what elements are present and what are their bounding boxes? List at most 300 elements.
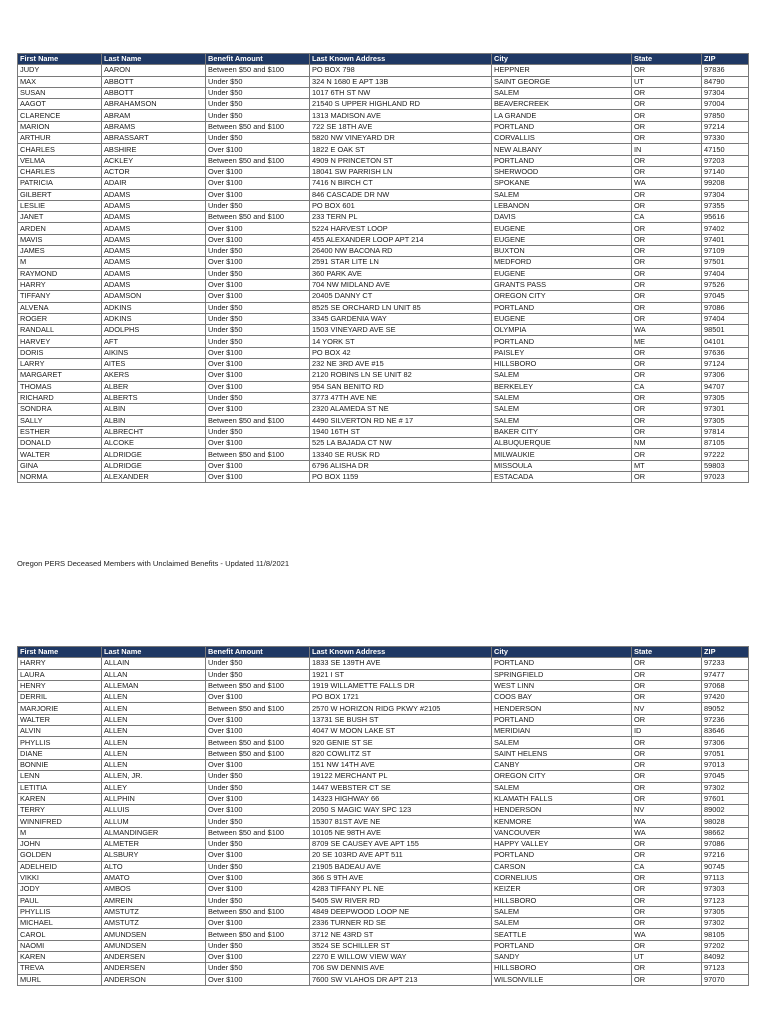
cell-last-name: ALSBURY [102, 850, 206, 861]
cell-last-name: ADOLPHS [102, 325, 206, 336]
cell-zip: 97004 [702, 99, 749, 110]
cell-benefit-amount: Under $50 [206, 133, 310, 144]
cell-state: OR [632, 714, 702, 725]
cell-state: OR [632, 449, 702, 460]
cell-city: MISSOULA [492, 460, 632, 471]
table-row [18, 426, 749, 437]
cell-city: CANBY [492, 759, 632, 770]
cell-state: OR [632, 415, 702, 426]
cell-zip: 97501 [702, 257, 749, 268]
cell-city: EUGENE [492, 223, 632, 234]
cell-state: WA [632, 929, 702, 940]
cell-zip: 97123 [702, 895, 749, 906]
cell-benefit-amount: Between $50 and $100 [206, 680, 310, 691]
cell-zip: 97233 [702, 658, 749, 669]
cell-benefit-amount: Under $50 [206, 940, 310, 951]
cell-last-name: ALLEN [102, 748, 206, 759]
cell-benefit-amount: Between $50 and $100 [206, 737, 310, 748]
cell-state: OR [632, 110, 702, 121]
cell-state: OR [632, 223, 702, 234]
cell-benefit-amount: Under $50 [206, 313, 310, 324]
cell-address: 5405 SW RIVER RD [310, 895, 492, 906]
cell-state: OR [632, 793, 702, 804]
cell-city: BEAVERCREEK [492, 99, 632, 110]
table-row [18, 404, 749, 415]
col-header-state: State [632, 54, 702, 65]
cell-state: NM [632, 438, 702, 449]
cell-address: 8709 SE CAUSEY AVE APT 155 [310, 839, 492, 850]
cell-city: OREGON CITY [492, 291, 632, 302]
cell-city: NEW ALBANY [492, 144, 632, 155]
cell-state: OR [632, 99, 702, 110]
cell-city: WILSONVILLE [492, 974, 632, 985]
table-row [18, 212, 749, 223]
cell-benefit-amount: Over $100 [206, 166, 310, 177]
cell-city: MILWAUKIE [492, 449, 632, 460]
cell-zip: 97850 [702, 110, 749, 121]
cell-address: 19122 MERCHANT PL [310, 771, 492, 782]
cell-last-name: ADAMSON [102, 291, 206, 302]
table-row [18, 929, 749, 940]
cell-first-name: TREVA [18, 963, 102, 974]
cell-zip: 97202 [702, 940, 749, 951]
cell-city: SALEM [492, 415, 632, 426]
cell-last-name: ALMETER [102, 839, 206, 850]
cell-last-name: ALLEN [102, 726, 206, 737]
cell-state: OR [632, 246, 702, 257]
cell-zip: 98105 [702, 929, 749, 940]
cell-last-name: ALLEN [102, 759, 206, 770]
cell-benefit-amount: Between $50 and $100 [206, 827, 310, 838]
cell-state: OR [632, 895, 702, 906]
cell-first-name: SONDRA [18, 404, 102, 415]
cell-city: SHERWOOD [492, 166, 632, 177]
cell-state: OR [632, 313, 702, 324]
cell-address: 233 TERN PL [310, 212, 492, 223]
table-header-row [18, 647, 749, 658]
cell-city: ALBUQUERQUE [492, 438, 632, 449]
cell-first-name: LAURA [18, 669, 102, 680]
cell-zip: 98501 [702, 325, 749, 336]
cell-state: OR [632, 906, 702, 917]
cell-benefit-amount: Over $100 [206, 381, 310, 392]
col-header-zip: ZIP [702, 54, 749, 65]
cell-benefit-amount: Under $50 [206, 392, 310, 403]
cell-address: 3345 GARDENIA WAY [310, 313, 492, 324]
cell-address: 10105 NE 98TH AVE [310, 827, 492, 838]
cell-first-name: DORIS [18, 347, 102, 358]
cell-state: WA [632, 816, 702, 827]
cell-first-name: NAOMI [18, 940, 102, 951]
cell-address: 704 NW MIDLAND AVE [310, 279, 492, 290]
cell-last-name: ALLUIS [102, 805, 206, 816]
cell-last-name: AMSTUTZ [102, 918, 206, 929]
table-row [18, 87, 749, 98]
cell-address: 1447 WEBSTER CT SE [310, 782, 492, 793]
cell-benefit-amount: Over $100 [206, 850, 310, 861]
table-row [18, 940, 749, 951]
cell-state: OR [632, 974, 702, 985]
cell-address: 13731 SE BUSH ST [310, 714, 492, 725]
cell-state: ID [632, 726, 702, 737]
cell-address: 2570 W HORIZON RIDG PKWY #2105 [310, 703, 492, 714]
cell-benefit-amount: Over $100 [206, 974, 310, 985]
cell-city: SALEM [492, 404, 632, 415]
table-row [18, 963, 749, 974]
cell-state: NV [632, 805, 702, 816]
cell-state: OR [632, 166, 702, 177]
cell-first-name: JOHN [18, 839, 102, 850]
cell-benefit-amount: Over $100 [206, 178, 310, 189]
cell-last-name: ALBRECHT [102, 426, 206, 437]
cell-address: 3712 NE 43RD ST [310, 929, 492, 940]
cell-city: HENDERSON [492, 703, 632, 714]
cell-city: SALEM [492, 87, 632, 98]
cell-address: 5224 HARVEST LOOP [310, 223, 492, 234]
cell-address: 14323 HIGHWAY 66 [310, 793, 492, 804]
cell-first-name: KAREN [18, 952, 102, 963]
cell-first-name: PAUL [18, 895, 102, 906]
table-row [18, 313, 749, 324]
cell-last-name: ADAMS [102, 268, 206, 279]
cell-first-name: LETITIA [18, 782, 102, 793]
cell-benefit-amount: Over $100 [206, 872, 310, 883]
cell-address: 15307 81ST AVE NE [310, 816, 492, 827]
table-row [18, 805, 749, 816]
table-row [18, 99, 749, 110]
cell-zip: 97140 [702, 166, 749, 177]
cell-city: SALEM [492, 392, 632, 403]
cell-state: WA [632, 325, 702, 336]
table-row [18, 223, 749, 234]
cell-zip: 87105 [702, 438, 749, 449]
cell-address: 21540 S UPPER HIGHLAND RD [310, 99, 492, 110]
cell-city: KEIZER [492, 884, 632, 895]
cell-first-name: JODY [18, 884, 102, 895]
cell-last-name: ADKINS [102, 313, 206, 324]
cell-first-name: M [18, 827, 102, 838]
cell-first-name: KAREN [18, 793, 102, 804]
cell-first-name: WALTER [18, 449, 102, 460]
cell-benefit-amount: Over $100 [206, 189, 310, 200]
cell-zip: 97013 [702, 759, 749, 770]
cell-state: OR [632, 850, 702, 861]
cell-benefit-amount: Over $100 [206, 404, 310, 415]
cell-state: OR [632, 658, 702, 669]
cell-city: SPRINGFIELD [492, 669, 632, 680]
cell-zip: 97051 [702, 748, 749, 759]
cell-benefit-amount: Over $100 [206, 952, 310, 963]
cell-city: SALEM [492, 918, 632, 929]
table-row [18, 189, 749, 200]
cell-address: 20 SE 103RD AVE APT 511 [310, 850, 492, 861]
cell-last-name: ANDERSEN [102, 952, 206, 963]
col-header-first-name: First Name [18, 647, 102, 658]
table-row [18, 918, 749, 929]
cell-first-name: JUDY [18, 65, 102, 76]
table-row [18, 291, 749, 302]
col-header-city: City [492, 647, 632, 658]
cell-zip: 97305 [702, 415, 749, 426]
cell-zip: 98028 [702, 816, 749, 827]
table-row [18, 952, 749, 963]
table-row [18, 714, 749, 725]
cell-city: BERKELEY [492, 381, 632, 392]
cell-address: PO BOX 1721 [310, 692, 492, 703]
table-row [18, 347, 749, 358]
cell-state: OR [632, 839, 702, 850]
cell-address: 846 CASCADE DR NW [310, 189, 492, 200]
table-row [18, 861, 749, 872]
cell-last-name: ACKLEY [102, 155, 206, 166]
cell-first-name: WALTER [18, 714, 102, 725]
cell-first-name: VIKKI [18, 872, 102, 883]
cell-first-name: HARRY [18, 658, 102, 669]
cell-benefit-amount: Between $50 and $100 [206, 748, 310, 759]
cell-benefit-amount: Under $50 [206, 336, 310, 347]
cell-zip: 94707 [702, 381, 749, 392]
cell-first-name: DONALD [18, 438, 102, 449]
table-row [18, 669, 749, 680]
cell-state: OR [632, 65, 702, 76]
cell-zip: 97301 [702, 404, 749, 415]
cell-state: NV [632, 703, 702, 714]
cell-city: KLAMATH FALLS [492, 793, 632, 804]
cell-first-name: CAROL [18, 929, 102, 940]
cell-benefit-amount: Under $50 [206, 268, 310, 279]
table-row [18, 884, 749, 895]
cell-benefit-amount: Under $50 [206, 200, 310, 211]
cell-address: 2270 E WILLOW VIEW WAY [310, 952, 492, 963]
cell-last-name: ALLAIN [102, 658, 206, 669]
cell-zip: 89052 [702, 703, 749, 714]
cell-first-name: MARION [18, 121, 102, 132]
cell-state: UT [632, 76, 702, 87]
cell-last-name: AKERS [102, 370, 206, 381]
cell-benefit-amount: Under $50 [206, 895, 310, 906]
cell-zip: 95616 [702, 212, 749, 223]
cell-benefit-amount: Under $50 [206, 963, 310, 974]
cell-address: 2336 TURNER RD SE [310, 918, 492, 929]
cell-last-name: ADAMS [102, 223, 206, 234]
cell-city: HILLSBORO [492, 963, 632, 974]
cell-benefit-amount: Under $50 [206, 426, 310, 437]
table-row [18, 782, 749, 793]
cell-last-name: ADAMS [102, 200, 206, 211]
table-row [18, 460, 749, 471]
cell-address: 525 LA BAJADA CT NW [310, 438, 492, 449]
cell-zip: 97814 [702, 426, 749, 437]
cell-city: LA GRANDE [492, 110, 632, 121]
cell-last-name: ALLEN [102, 692, 206, 703]
cell-address: 13340 SE RUSK RD [310, 449, 492, 460]
cell-city: MEDFORD [492, 257, 632, 268]
table-row [18, 680, 749, 691]
cell-last-name: ADAMS [102, 212, 206, 223]
cell-state: OR [632, 87, 702, 98]
cell-last-name: ALLEN [102, 703, 206, 714]
col-header-address: Last Known Address [310, 54, 492, 65]
cell-first-name: MAX [18, 76, 102, 87]
table-row [18, 325, 749, 336]
cell-city: ESTACADA [492, 471, 632, 482]
cell-last-name: AFT [102, 336, 206, 347]
cell-benefit-amount: Between $50 and $100 [206, 212, 310, 223]
cell-address: PO BOX 798 [310, 65, 492, 76]
cell-state: OR [632, 200, 702, 211]
cell-first-name: LESLIE [18, 200, 102, 211]
cell-last-name: ALLEY [102, 782, 206, 793]
cell-first-name: MAVIS [18, 234, 102, 245]
cell-state: OR [632, 426, 702, 437]
cell-state: CA [632, 861, 702, 872]
table-row [18, 65, 749, 76]
table-row [18, 359, 749, 370]
cell-benefit-amount: Under $50 [206, 87, 310, 98]
cell-city: HILLSBORO [492, 895, 632, 906]
cell-zip: 97124 [702, 359, 749, 370]
cell-address: PO BOX 601 [310, 200, 492, 211]
cell-city: HAPPY VALLEY [492, 839, 632, 850]
cell-first-name: M [18, 257, 102, 268]
cell-benefit-amount: Under $50 [206, 246, 310, 257]
table-row [18, 155, 749, 166]
table-row [18, 279, 749, 290]
cell-last-name: ADAMS [102, 234, 206, 245]
cell-first-name: ALVENA [18, 302, 102, 313]
cell-last-name: ABRASSART [102, 133, 206, 144]
cell-benefit-amount: Over $100 [206, 144, 310, 155]
cell-city: PORTLAND [492, 714, 632, 725]
cell-first-name: LARRY [18, 359, 102, 370]
cell-last-name: ALDRIDGE [102, 460, 206, 471]
cell-first-name: PHYLLIS [18, 906, 102, 917]
cell-state: OR [632, 370, 702, 381]
cell-address: 324 N 1680 E APT 13B [310, 76, 492, 87]
cell-first-name: GOLDEN [18, 850, 102, 861]
cell-state: WA [632, 178, 702, 189]
cell-address: 6796 ALISHA DR [310, 460, 492, 471]
cell-first-name: TIFFANY [18, 291, 102, 302]
cell-last-name: ABSHIRE [102, 144, 206, 155]
table-row [18, 76, 749, 87]
cell-benefit-amount: Between $50 and $100 [206, 929, 310, 940]
cell-zip: 97306 [702, 737, 749, 748]
cell-zip: 97401 [702, 234, 749, 245]
cell-address: PO BOX 42 [310, 347, 492, 358]
cell-last-name: ALLPHIN [102, 793, 206, 804]
cell-last-name: AMUNDSEN [102, 940, 206, 951]
cell-benefit-amount: Over $100 [206, 692, 310, 703]
cell-zip: 97303 [702, 884, 749, 895]
cell-zip: 97306 [702, 370, 749, 381]
cell-last-name: ADAMS [102, 246, 206, 257]
cell-state: OR [632, 392, 702, 403]
cell-city: SALEM [492, 737, 632, 748]
cell-benefit-amount: Under $50 [206, 816, 310, 827]
cell-benefit-amount: Under $50 [206, 658, 310, 669]
cell-benefit-amount: Between $50 and $100 [206, 155, 310, 166]
table-body-2 [18, 658, 749, 986]
cell-zip: 90745 [702, 861, 749, 872]
cell-address: 20405 DANNY CT [310, 291, 492, 302]
cell-city: SALEM [492, 906, 632, 917]
cell-city: PAISLEY [492, 347, 632, 358]
cell-zip: 97302 [702, 918, 749, 929]
table-row [18, 793, 749, 804]
cell-first-name: LENN [18, 771, 102, 782]
cell-benefit-amount: Under $50 [206, 110, 310, 121]
cell-last-name: ALCOKE [102, 438, 206, 449]
cell-benefit-amount: Over $100 [206, 793, 310, 804]
cell-zip: 97068 [702, 680, 749, 691]
cell-state: OR [632, 347, 702, 358]
cell-last-name: AMATO [102, 872, 206, 883]
col-header-last-name: Last Name [102, 647, 206, 658]
cell-last-name: ADAMS [102, 279, 206, 290]
table-row [18, 257, 749, 268]
cell-last-name: ALBERTS [102, 392, 206, 403]
cell-address: 2120 ROBINS LN SE UNIT 82 [310, 370, 492, 381]
cell-state: OR [632, 669, 702, 680]
cell-state: OR [632, 257, 702, 268]
cell-last-name: ADAIR [102, 178, 206, 189]
cell-zip: 47150 [702, 144, 749, 155]
cell-last-name: ALTO [102, 861, 206, 872]
cell-last-name: ALMANDINGER [102, 827, 206, 838]
cell-state: OR [632, 872, 702, 883]
col-header-last-name: Last Name [102, 54, 206, 65]
cell-benefit-amount: Over $100 [206, 257, 310, 268]
cell-first-name: ARTHUR [18, 133, 102, 144]
cell-zip: 97222 [702, 449, 749, 460]
table-row [18, 381, 749, 392]
cell-last-name: ALLEN, JR. [102, 771, 206, 782]
table-row [18, 449, 749, 460]
cell-zip: 97023 [702, 471, 749, 482]
cell-city: EUGENE [492, 234, 632, 245]
table-row [18, 246, 749, 257]
cell-benefit-amount: Under $50 [206, 782, 310, 793]
cell-state: OR [632, 189, 702, 200]
col-header-benefit-amount: Benefit Amount [206, 647, 310, 658]
cell-zip: 97113 [702, 872, 749, 883]
cell-zip: 97404 [702, 313, 749, 324]
table-row [18, 133, 749, 144]
cell-city: EUGENE [492, 313, 632, 324]
cell-city: HENDERSON [492, 805, 632, 816]
cell-first-name: ROGER [18, 313, 102, 324]
cell-address: 18041 SW PARRISH LN [310, 166, 492, 177]
cell-address: 3524 SE SCHILLER ST [310, 940, 492, 951]
cell-state: OR [632, 884, 702, 895]
cell-address: 1017 6TH ST NW [310, 87, 492, 98]
cell-address: 4909 N PRINCETON ST [310, 155, 492, 166]
cell-first-name: JANET [18, 212, 102, 223]
cell-first-name: MARJORIE [18, 703, 102, 714]
cell-benefit-amount: Over $100 [206, 359, 310, 370]
cell-first-name: DIANE [18, 748, 102, 759]
table-row [18, 895, 749, 906]
table-row [18, 850, 749, 861]
cell-last-name: AIKINS [102, 347, 206, 358]
cell-benefit-amount: Under $50 [206, 839, 310, 850]
cell-address: 2591 STAR LITE LN [310, 257, 492, 268]
cell-address: 954 SAN BENITO RD [310, 381, 492, 392]
cell-state: IN [632, 144, 702, 155]
table-row [18, 872, 749, 883]
table-row [18, 370, 749, 381]
